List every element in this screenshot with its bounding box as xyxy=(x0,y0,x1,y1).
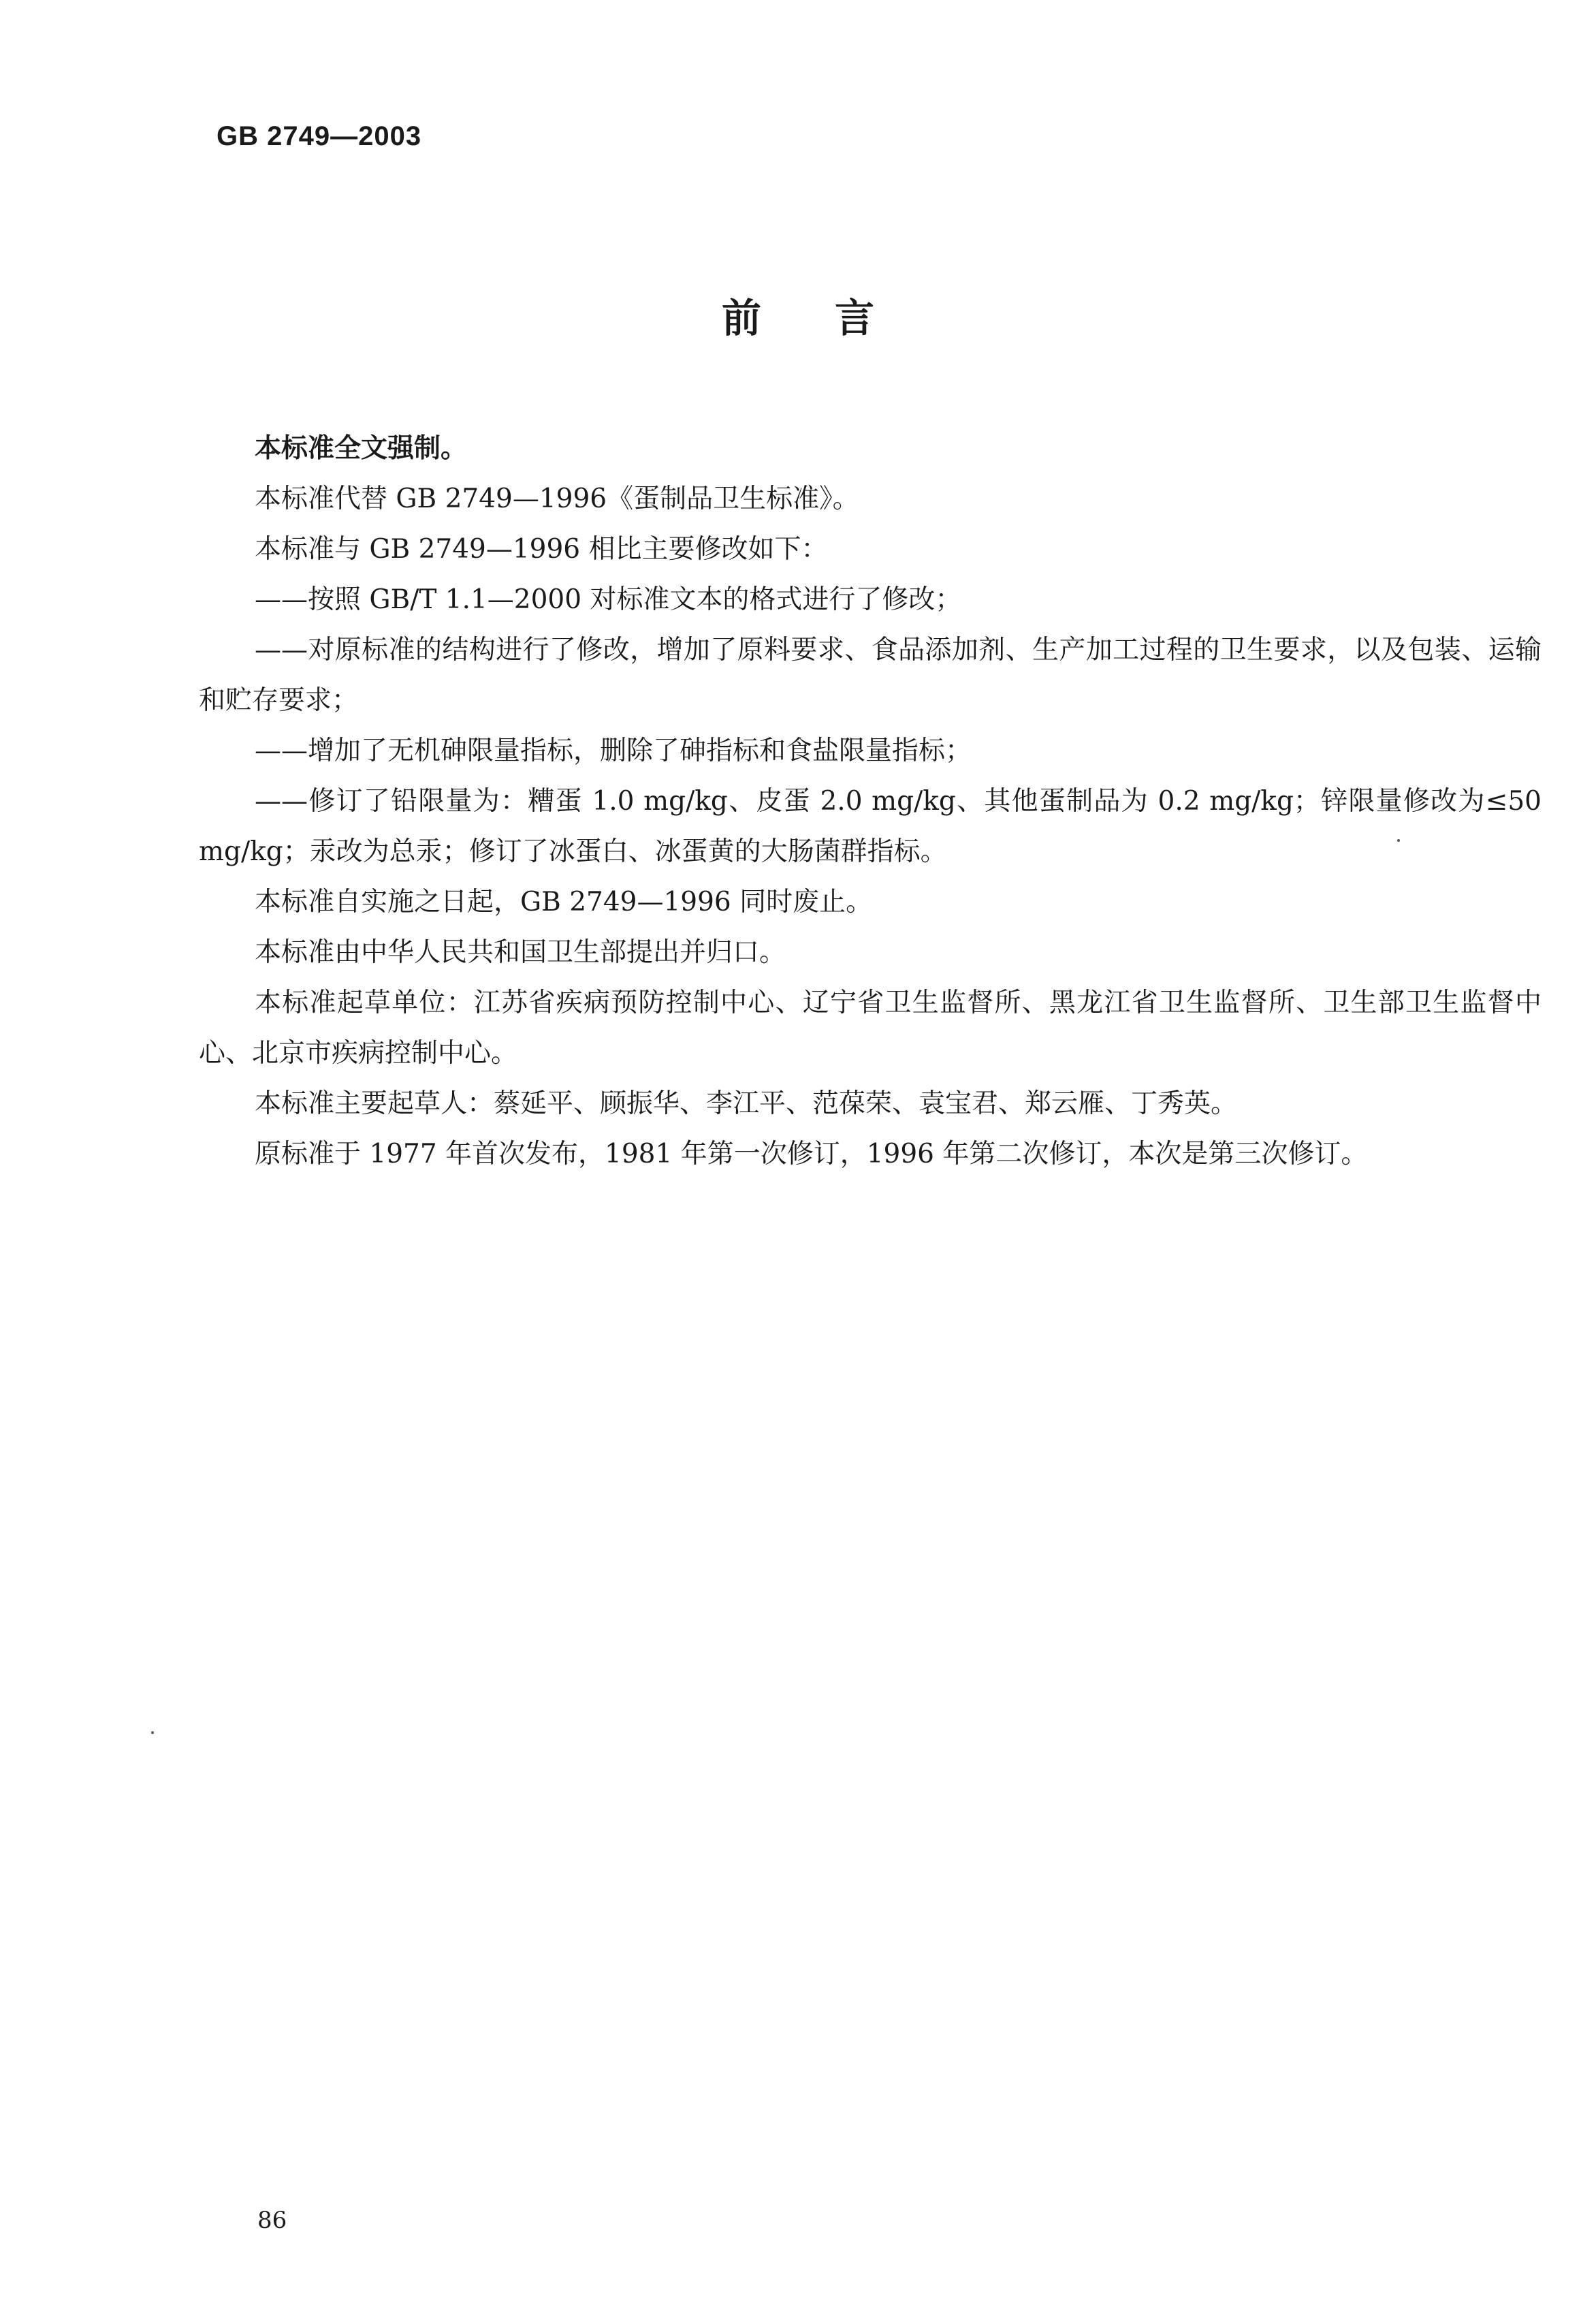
paragraph-mandatory: 本标准全文强制。 xyxy=(255,433,468,464)
paragraph-drafting-units: 本标准起草单位：江苏省疾病预防控制中心、辽宁省卫生监督所、黑龙江省卫生监督所、卫生部卫生监督中心、北京市疾病控制中心。 xyxy=(199,988,1542,1069)
paragraph-changes-intro: 本标准与 GB 2749—1996 相比主要修改如下： xyxy=(255,534,828,565)
scan-speck xyxy=(151,1731,154,1734)
paragraph-drafters: 本标准主要起草人：蔡延平、顾振华、李江平、范葆荣、袁宝君、郑云雁、丁秀英。 xyxy=(255,1088,1238,1119)
document-number: GB 2749—2003 xyxy=(217,121,422,151)
paragraph-change-lead: ——修订了铅限量为：糟蛋 1.0 mg/kg、皮蛋 2.0 mg/kg、其他蛋制品为 0.2 mg/kg；锌限量修改为≤50 mg/kg；汞改为总汞；修订了冰蛋白、冰蛋黄的大肠菌群指标。 xyxy=(199,786,1542,867)
scan-speck xyxy=(1397,839,1400,842)
paragraph-history: 原标准于 1977 年首次发布，1981 年第一次修订，1996 年第二次修订，本次是第三次修订。 xyxy=(255,1139,1368,1169)
paragraph-proposer: 本标准由中华人民共和国卫生部提出并归口。 xyxy=(255,937,786,968)
paragraph-change-structure: ——对原标准的结构进行了修改，增加了原料要求、食品添加剂、生产加工过程的卫生要求，以及包装、运输和贮存要求； xyxy=(199,635,1542,716)
page-number: 86 xyxy=(257,2207,287,2234)
paragraph-change-format: ——按照 GB/T 1.1—2000 对标准文本的格式进行了修改； xyxy=(255,584,962,615)
preface-title-char-2: 言 xyxy=(835,295,875,341)
paragraph-change-arsenic: ——增加了无机砷限量指标，删除了砷指标和食盐限量指标； xyxy=(255,736,972,766)
preface-body xyxy=(199,424,1542,1180)
paragraph-replaces: 本标准代替 GB 2749—1996《蛋制品卫生标准》。 xyxy=(255,484,859,514)
paragraph-abolish: 本标准自实施之日起，GB 2749—1996 同时废止。 xyxy=(255,887,873,917)
preface-title xyxy=(0,286,1596,343)
preface-title-char-1: 前 xyxy=(721,295,761,341)
